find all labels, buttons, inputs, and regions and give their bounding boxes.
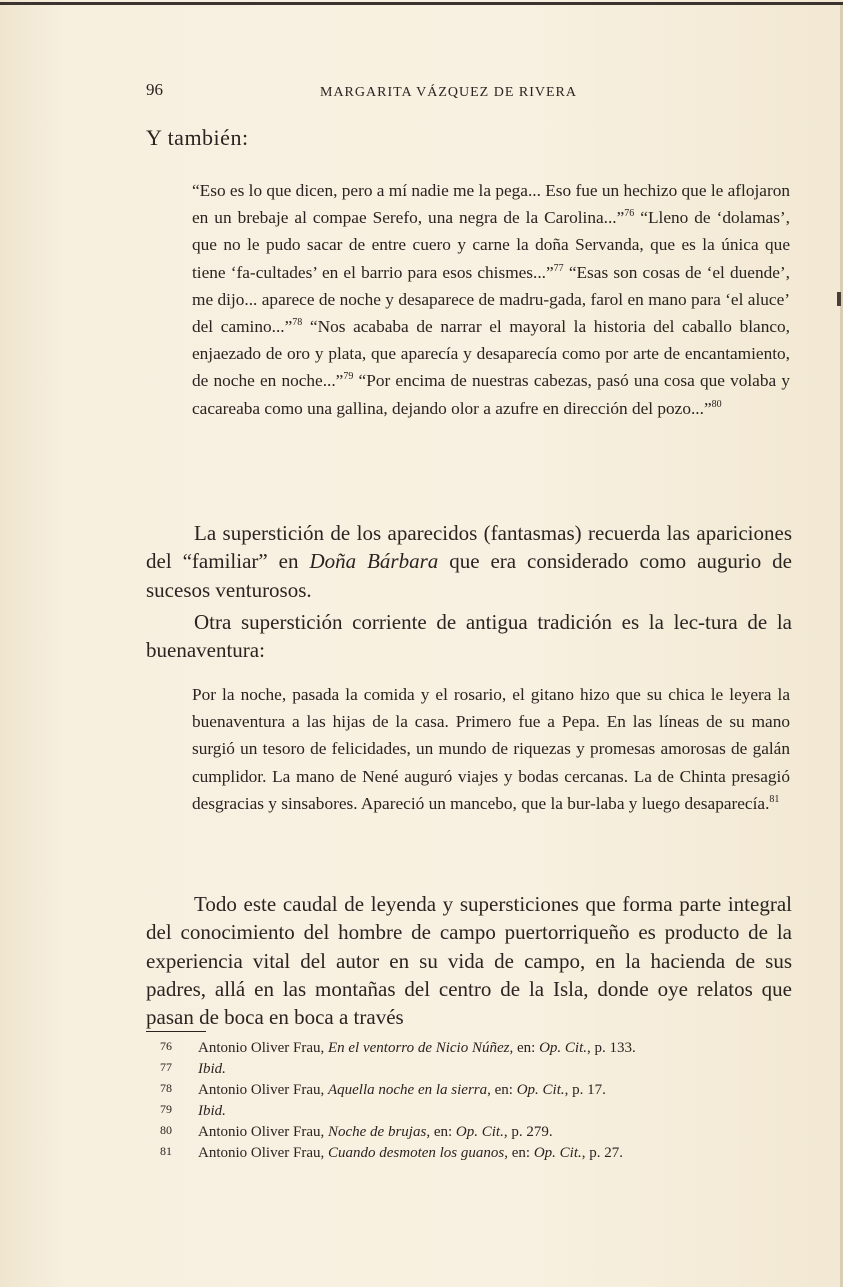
footnote-author: Antonio Oliver Frau,	[198, 1145, 328, 1161]
paragraph2-text: Otra superstición corriente de antigua tradición es la lec-tura de la buenaventura:	[146, 610, 792, 663]
footnote-title: Aquella noche en la sierra	[327, 1082, 488, 1098]
quote1-segment: “Esas son cosas de ‘el duende’, me dijo... aparece de noche y desaparece de madru-gada, farol en mano para ‘el aluce’ del camino...”	[192, 262, 790, 337]
paragraph3-text: Todo este caudal de leyenda y supersticiones que forma parte integral del conocimiento del hombre de campo puertorriqueño es producto de la experiencia vital del autor en su vida de campo, en la hacienda de sus padres, allá en las montañas del centro de la Isla, donde oye relatos que pasan de boca en boca a través	[146, 892, 792, 1030]
footnote-ref: 80	[711, 398, 722, 410]
footnote	[160, 1121, 636, 1142]
footnote-page: , p. 279.	[503, 1124, 553, 1140]
footnote-mid: , en:	[426, 1124, 456, 1140]
footnote-ref: 77	[553, 262, 564, 274]
footnote-title: Noche de brujas	[327, 1124, 427, 1140]
body-paragraph-2	[146, 608, 792, 665]
footnote-author: Antonio Oliver Frau,	[198, 1082, 328, 1098]
book-title: Doña Bárbara	[309, 549, 439, 574]
footnote-page: , p. 27.	[581, 1145, 623, 1161]
quote1-segment: “Por encima de nuestras cabezas, pasó una cosa que volaba y cacareaba como una gallina, dejando olor a azufre en dirección del pozo...”	[192, 371, 790, 418]
footnote-cit: Op. Cit.	[539, 1040, 587, 1056]
footnote	[160, 1037, 636, 1058]
footnote	[160, 1142, 636, 1163]
footnote	[160, 1058, 636, 1079]
footnote-number: 77	[160, 1060, 172, 1074]
footnote-number: 79	[160, 1102, 172, 1116]
footnote-author: Antonio Oliver Frau,	[198, 1040, 328, 1056]
footnote	[160, 1079, 636, 1100]
block-quote-2	[192, 681, 790, 817]
block-quote-1	[192, 177, 790, 422]
footnote-ref: 76	[624, 208, 635, 220]
quote1-segment: “Lleno de ‘dolamas’, que no le pudo sacar de entre cuero y carne la doña Servanda, que es la única que tiene ‘fa-cultades’ en el barrio para esos chismes...”	[192, 208, 790, 282]
paragraph1-before: La superstición de los aparecidos (fantasmas) recuerda las apariciones del “familiar” en	[146, 521, 792, 574]
footnote-title: Cuando desmoten los guanos	[327, 1145, 505, 1161]
footnote-number: 80	[160, 1123, 172, 1137]
quote1-segment: “Eso es lo que dicen, pero a mí nadie me la pega... Eso fue un hechizo que le aflojaron en un brebaje al compae Serefo, una negra de la Carolina...”	[192, 181, 790, 228]
quote2-text: Por la noche, pasada la comida y el rosario, el gitano hizo que su chica le leyera la buenaventura a las hijas de la casa. Primero fue a Pepa. En las líneas de su mano surgió un tesoro de felicidades, un mundo de riquezas y promesas amorosas de galán cumplidor. La mano de Nené auguró viajes y bodas cercanas. La de Chinta presagió desgracias y sinsabores. Apareció un mancebo, que la bur-laba y luego desaparecía.	[192, 685, 790, 813]
footnote-title: Ibid.	[198, 1061, 226, 1077]
footnote-ref: 79	[343, 371, 354, 383]
footnotes	[160, 1037, 636, 1163]
running-head: MARGARITA VÁZQUEZ DE RIVERA	[320, 85, 578, 100]
top-edge-line	[0, 2, 843, 5]
footnote-cit: Op. Cit.	[516, 1082, 565, 1098]
intro-line: Y también:	[146, 125, 249, 150]
quote1-segment: “Nos acababa de narrar el mayoral la historia del caballo blanco, enjaezado de oro y plata, que aparecía y desaparecía como por arte de encantamiento, de noche en noche...”	[192, 317, 790, 391]
footnote-number: 78	[160, 1081, 172, 1095]
footnote-title: En el ventorro de Nicio Núñez	[327, 1040, 510, 1056]
footnote-ref: 78	[292, 317, 303, 329]
footnote-author: Antonio Oliver Frau,	[198, 1124, 328, 1140]
footnote-page: , p. 133.	[587, 1040, 636, 1056]
edge-mark	[837, 292, 841, 306]
body-paragraph-3	[146, 890, 792, 1031]
paragraph1-after: que era considerado como augurio de sucesos venturosos.	[146, 549, 793, 602]
footnote-mid: , en:	[487, 1082, 517, 1098]
footnote	[160, 1100, 636, 1121]
footnote-title: Ibid.	[198, 1103, 226, 1119]
footnote-cit: Op. Cit.	[533, 1145, 582, 1161]
footnote-mid: , en:	[509, 1040, 540, 1056]
footnote-page: , p. 17.	[564, 1082, 606, 1098]
page-number: 96	[146, 80, 163, 99]
footnote-number: 81	[160, 1144, 172, 1158]
body-paragraph-1	[146, 519, 792, 604]
footnote-rule	[146, 1031, 206, 1032]
footnote-cit: Op. Cit.	[455, 1124, 504, 1140]
footnote-ref: 81	[769, 794, 780, 806]
footnote-number: 76	[160, 1039, 172, 1053]
footnote-mid: , en:	[504, 1145, 534, 1161]
